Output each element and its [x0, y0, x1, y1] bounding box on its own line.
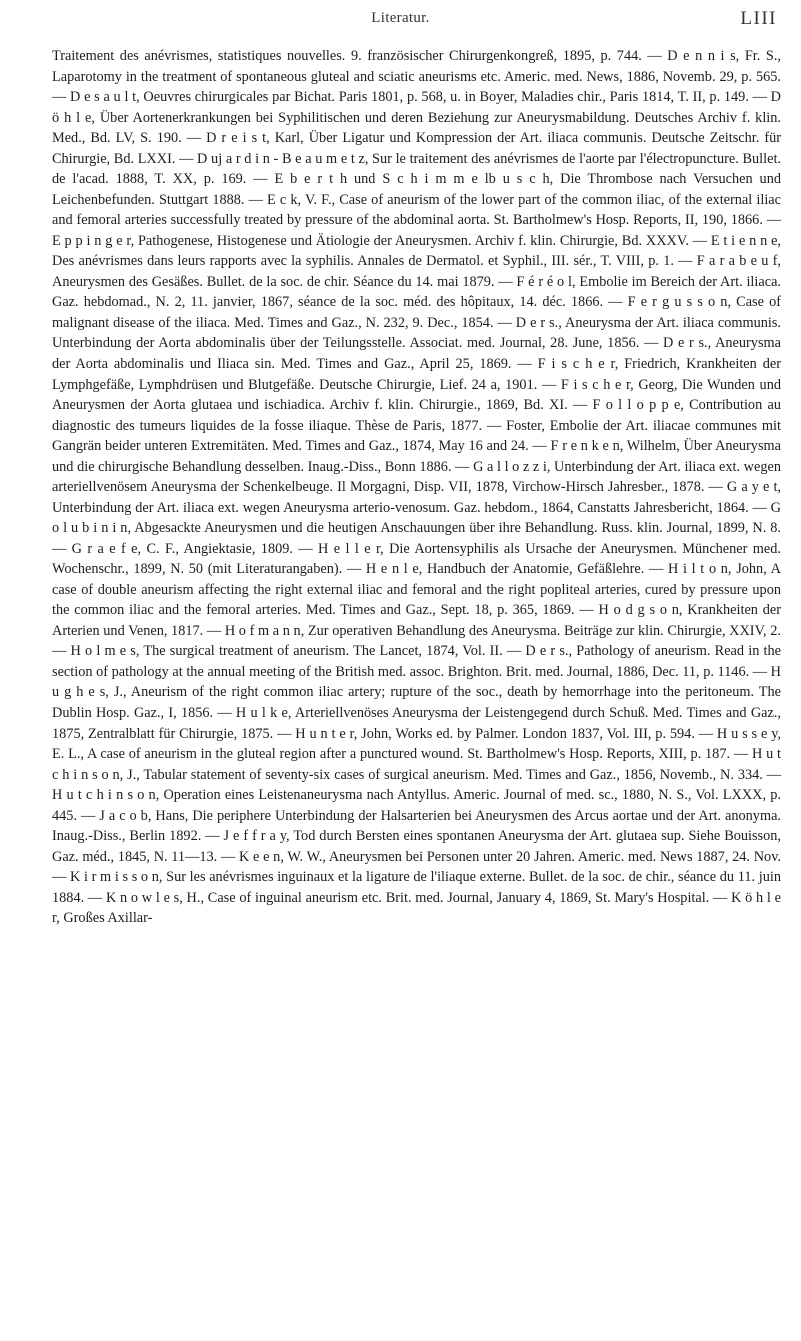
running-head	[0, 6, 801, 34]
running-head-title: Literatur.	[371, 10, 430, 26]
bibliography-text	[52, 46, 781, 929]
page-number: LIII	[740, 8, 777, 29]
bibliography-paragraph: Traitement des anévrismes, statistiques nouvelles. 9. französischer Chirurgenkongreß, 1895, p. 744. — D e n n i s, Fr. S., Laparotomy in the treatment of spontaneous gluteal and sciatic aneurisms etc. Americ. med. News, 1886, Novemb. 29, p. 565. — D e s a u l t, Oeuvres chirurgicales par Bichat. Paris 1801, p. 568, u. in Boyer, Maladies chir., Paris 1814, T. II, p. 149. — D ö h l e, Über Aortenerkrankungen bei Syphilitischen und deren Beziehung zur Aneurysmabildung. Deutsches Archiv f. klin. Med., Bd. LV, S. 190. — D r e i s t, Karl, Über Ligatur und Kompression der Art. iliaca communis. Deutsche Zeitschr. für Chirurgie, Bd. LXXI. — D uj a r d i n - B e a u m e t z, Sur le traitement des anévrismes de l'aorte par l'électropuncture. Bullet. de l'acad. 1888, T. XX, p. 169. — E b e r t h und S c h i m m e lb u s c h, Die Thrombose nach Versuchen und Leichenbefunden. Stuttgart 1888. — E c k, V. F., Case of aneurism of the lower part of the common iliac, of the external iliac and femoral arteries successfully treated by pressure of the abdominal aorta. St. Bartholmew's Hosp. Reports, II, 190, 1866. — E p p i n g e r, Pathogenese, Histogenese und Ätiologie der Aneurysmen. Archiv f. klin. Chirurgie, Bd. XXXV. — E t i e n n e, Des anévrismes dans leurs rapports avec la syphilis. Annales de Dermatol. et Syphil., III. sér., T. VIII, p. 1. — F a r a b e u f, Aneurysmen des Gesäßes. Bullet. de la soc. de chir. Séance du 14. mai 1879. — F é r é o l, Embolie im Bereich der Art. iliaca. Gaz. hebdomad., N. 2, 11. janvier, 1867, séance de la soc. méd. des hôpitaux, 14. déc. 1866. — F e r g u s s o n, Case of malignant disease of the iliaca. Med. Times and Gaz., N. 232, 9. Dec., 1854. — D e r s., Aneurysma der Art. iliaca communis. Unterbindung der Aorta abdominalis über der Teilungsstelle. Associat. med. Journal, 28. June, 1856. — D e r s., Aneurysma der Aorta abdominalis und Iliaca sin. Med. Times and Gaz., April 25, 1869. — F i s c h e r, Friedrich, Krankheiten der Lymphgefäße, Lymphdrüsen und Blutgefäße. Deutsche Chirurgie, Lief. 24 a, 1901. — F i s c h e r, Georg, Die Wunden und Aneurysmen der Aorta glutaea und ischiadica. Archiv f. klin. Chirurgie., 1869, Bd. XI. — F o l l o p p e, Contribution au diagnostic des tumeurs liquides de la fosse iliaque. Thèse de Paris, 1877. — Foster, Embolie der Art. iliacae communes mit Gangrän beider unteren Extremitäten. Med. Times and Gaz., 1874, May 16 and 24. — F r e n k e n, Wilhelm, Über Aneurysma und die chirurgische Behandlung desselben. Inaug.-Diss., Bonn 1886. — G a l l o z z i, Unterbindung der Art. iliaca ext. wegen arteriellvenösem Aneurysma der Schenkelbeuge. Il Morgagni, Disp. VII, 1878, Virchow-Hirsch Jahresber., 1878. — G a y e t, Unterbindung der Art. iliaca ext. wegen Aneurysma arterio-venosum. Gaz. hebdom., 1864, Canstatts Jahresbericht, 1864. — G o l u b i n i n, Abgesackte Aneurysmen und die heutigen Anschauungen über ihre Behandlung. Russ. klin. Journal, 1899, N. 8. — G r a e f e, C. F., Angiektasie, 1809. — H e l l e r, Die Aortensyphilis als Ursache der Aneurysmen. Münchener med. Wochenschr., 1899, N. 50 (mit Literaturangaben). — H e n l e, Handbuch der Anatomie, Gefäßlehre. — H i l t o n, John, A case of double aneurism affecting the right external iliac and femoral and the right popliteal arteries, cured by pressure upon the common iliac and the femoral arteries. Med. Times and Gaz., Sept. 18, p. 365, 1869. — H o d g s o n, Krankheiten der Arterien und Venen, 1817. — H o f m a n n, Zur operativen Behandlung des Aneurysma. Beiträge zur klin. Chirurgie, XXIV, 2. — H o l m e s, The surgical treatment of aneurism. The Lancet, 1874, Vol. II. — D e r s., Pathology of aneurism. Read in the section of pathology at the annual meeting of the British med. assoc. Brighton. Brit. med. Journal, 1886, Dec. 11, p. 1146. — H u g h e s, J., Aneurism of the right common iliac artery; rupture of the soc., death by hemorrhage into the peritoneum. The Dublin Hosp. Gaz., I, 1856. — H u l k e, Arteriellvenöses Aneurysma der Leistengegend durch Schuß. Med. Times and Gaz., 1875, Zentralblatt für Chirurgie, 1875. — H u n t e r, John, Works ed. by Palmer. London 1837, Vol. III, p. 594. — H u s s e y, E. L., A case of aneurism in the gluteal region after a punctured wound. St. Bartholmew's Hosp. Reports, XIII, p. 187. — H u t c h i n s o n, J., Tabular statement of seventy-six cases of surgical aneurism. Med. Times and Gaz., 1856, Novemb., N. 334. — H u t c h i n s o n, Operation eines Leistenaneurysma nach Antyllus. Americ. Journal of med. sc., 1880, N. S., Vol. LXXX, p. 445. — J a c o b, Hans, Die periphere Unterbindung der Halsarterien bei Aneurysmen des Arcus aortae und der Art. anonyma. Inaug.-Diss., Berlin 1892. — J e f f r a y, Tod durch Bersten eines spontanen Aneurysma der Art. glutaea sup. Siehe Bouisson, Gaz. méd., 1845, N. 11—13. — K e e n, W. W., Aneurysmen bei Personen unter 20 Jahren. Americ. med. News 1887, 24. Nov. — K i r m i s s o n, Sur les anévrismes inguinaux et la ligature de l'iliaque externe. Bullet. de la soc. de chir., séance du 11. juin 1884. — K n o w l e s, H., Case of inguinal aneurism etc. Brit. med. Journal, January 4, 1869, St. Mary's Hospital. — K ö h l e r, Großes Axillar-	[52, 48, 781, 927]
